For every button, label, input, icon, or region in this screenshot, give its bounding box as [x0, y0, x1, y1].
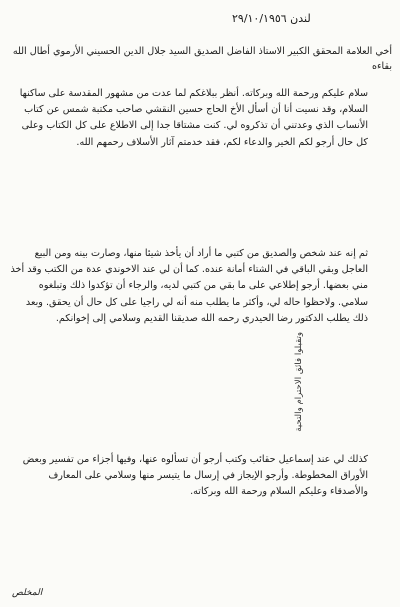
signature: المخلص — [12, 588, 43, 598]
letter-date: لندن ٢٩/١٠/١٩٥٦ — [232, 12, 311, 25]
letter-greeting: أخي العلامة المحقق الكبير الاستاذ الفاضل الصديق السيد جلال الدين الحسيني الأرموي أطال الله بقاءه — [12, 46, 392, 72]
margin-note: وتقبلوا فائق الاحترام والتحية — [294, 332, 304, 432]
letter-paragraph: كذلك لي عند إسماعيل حقائب وكتب أرجو أن تسألوه عنها، وفيها أجزاء من تفسير وبعض الأوراق المخطوطة. وأرجو الإيجاز في إرسال ما يتيسر منها وسلامي على المعارف والأصدقاء وعليكم السلام ورحمة الله وبركاته. — [22, 454, 368, 498]
letter-paragraph: سلام عليكم ورحمة الله وبركاته. أنظر ببلاغكم لما عدت من مشهور المقدسة على ساكنها السلام، وقد نسيت أنا أن أسأل الأخ الحاج حسين النقشي صاحب مكتبة شمس عن كتاب الأنساب الذي وعدتني أن تذكروه لي. كنت مشتاقا جدا إلى الاطلاع على كل الكتاب وعلى كل حال أرجو لكم الخير والدعاء لكم، فقد خدمتم آثار الأسلاف رحمهم الله. — [19, 88, 368, 148]
letter-paragraph: ثم إنه عند شخص والصديق من كتبي ما أراد أن يأخذ شيئا منها، وصارت بينه ومن البيع العاجل وبقي الباقي في الشتاء أمانة عنده. كما أن لي عند الاخوندي عدة من الكتب وقد أخذ مني بعضها. أرجو إطلاعي على ما بقي من كتبي لديه، والرجاء أن تؤكدوا ذلك وتبلغوه سلامي. ولاحظوا حاله لي، وأكثر ما يطلب منه أنه لي راجيا على كل حال أن يحقق. وبعد ذلك يطلب الدكتور رضا الحيدري رحمه الله صديقنا القديم وسلامي إلى إخوانكم. — [10, 248, 368, 324]
